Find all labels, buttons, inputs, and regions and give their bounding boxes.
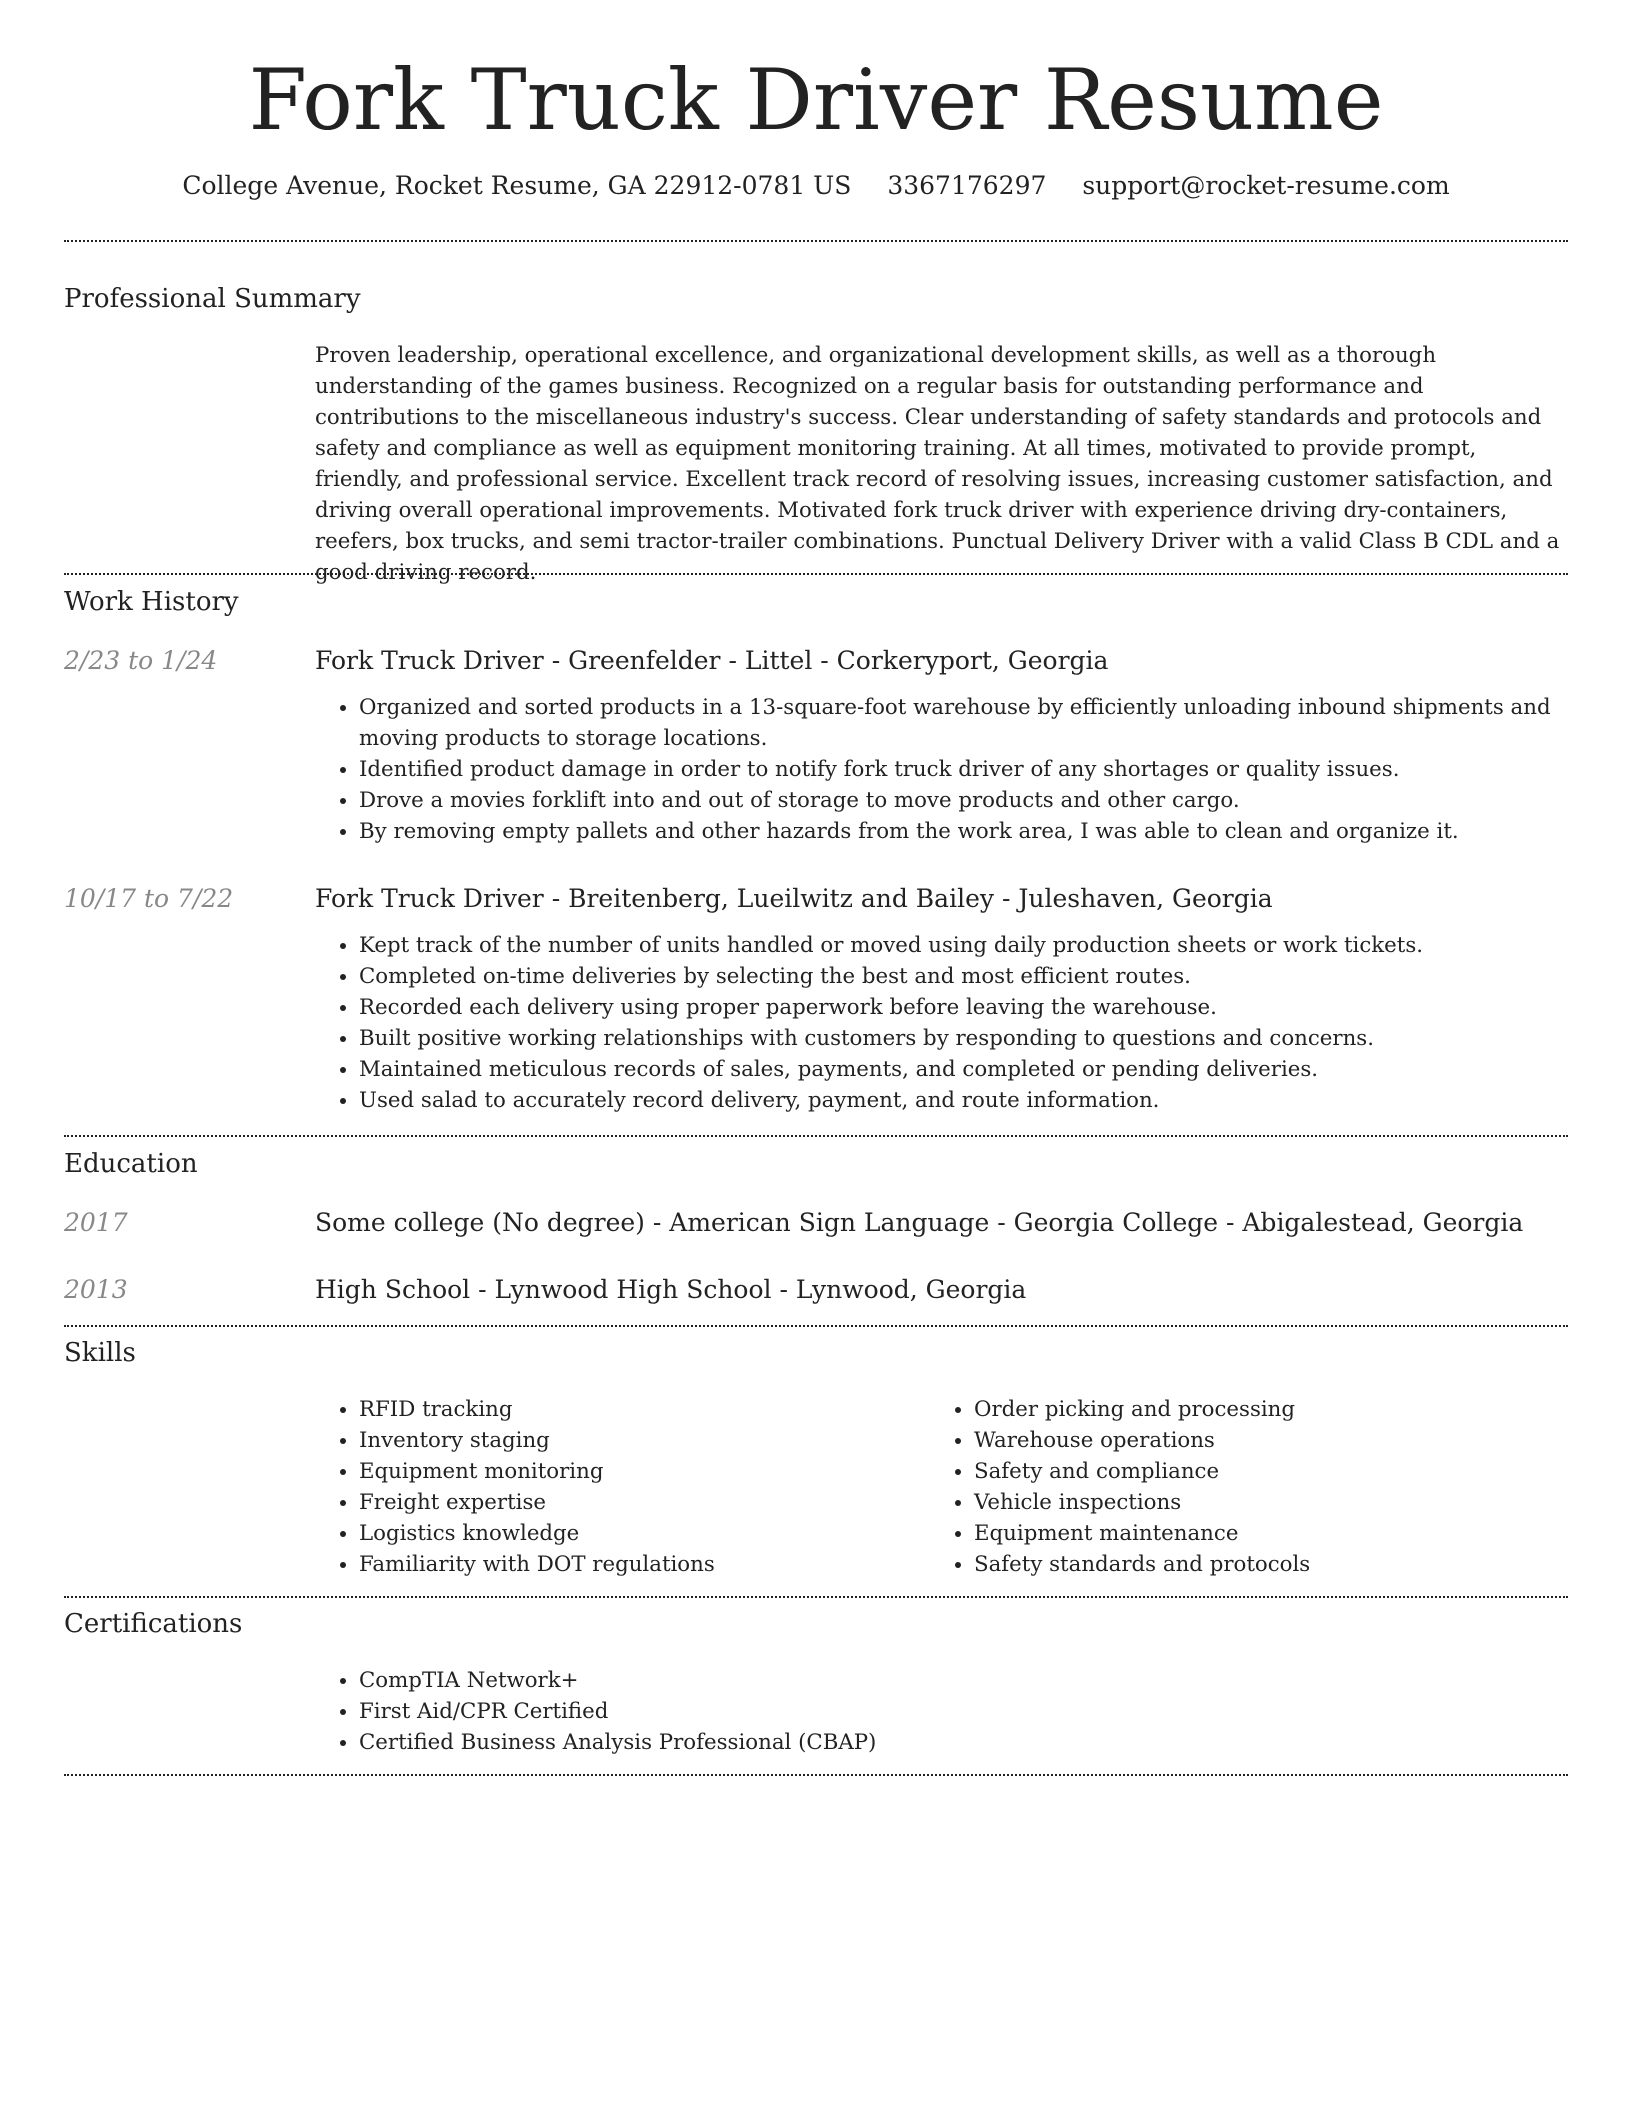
list-item: • Completed on-time deliveries by selecting the best and most efficient routes. bbox=[359, 961, 1619, 992]
job-dates: 10/17 to 7/22 bbox=[64, 884, 234, 913]
list-item: • Inventory staging bbox=[359, 1425, 919, 1456]
job-heading: Fork Truck Driver - Greenfelder - Littel - Corkeryport, Georgia bbox=[315, 646, 1109, 675]
list-item: • Built positive working relationships with customers by responding to questions and concerns. bbox=[359, 1023, 1619, 1054]
summary-text: Proven leadership, operational excellence, and organizational development skills, as well as a thorough understanding of the games business. Recognized on a regular basis for outstanding performance and contributions to the miscellaneous industry's success. Clear understanding of safety standards and protocols and safety and compliance as well as equipment monitoring training. At all times, motivated to provide prompt, friendly, and professional service. Excellent track record of resolving issues, increasing customer satisfaction, and driving overall operational improvements. Motivated fork truck driver with experience driving dry-containers, reefers, box trucks, and semi tractor-trailer combinations. Punctual Delivery Driver with a valid Class B CDL and a good driving record. bbox=[315, 343, 1560, 585]
education-heading-line: Some college (No degree) - American Sign Language - Georgia College - Abigalestead, Georgia bbox=[315, 1208, 1524, 1237]
list-item: • Organized and sorted products in a 13-square-foot warehouse by efficiently unloading inbound shipments and moving products to storage locations. bbox=[359, 692, 1619, 754]
list-item: • Used salad to accurately record delivery, payment, and route information. bbox=[359, 1085, 1619, 1116]
list-item: • Equipment maintenance bbox=[974, 1518, 1534, 1549]
list-item: • Vehicle inspections bbox=[974, 1487, 1534, 1518]
list-item: • Familiarity with DOT regulations bbox=[359, 1549, 919, 1580]
list-item: • Maintained meticulous records of sales, payments, and completed or pending deliveries. bbox=[359, 1054, 1619, 1085]
list-item: • Logistics knowledge bbox=[359, 1518, 919, 1549]
list-item: • RFID tracking bbox=[359, 1394, 919, 1425]
list-item: • Freight expertise bbox=[359, 1487, 919, 1518]
section-divider bbox=[64, 1325, 1568, 1327]
section-divider bbox=[64, 240, 1568, 242]
list-item: • Recorded each delivery using proper paperwork before leaving the warehouse. bbox=[359, 992, 1619, 1023]
list-item: • Kept track of the number of units handled or moved using daily production sheets or work tickets. bbox=[359, 930, 1619, 961]
education-heading: Education bbox=[64, 1149, 198, 1179]
section-divider bbox=[64, 1774, 1568, 1776]
certifications-heading: Certifications bbox=[64, 1609, 243, 1639]
education-year: 2013 bbox=[64, 1275, 128, 1304]
list-item: • Order picking and processing bbox=[974, 1394, 1534, 1425]
contact-email: support@rocket-resume.com bbox=[1082, 171, 1450, 200]
education-heading-line: High School - Lynwood High School - Lynwood, Georgia bbox=[315, 1275, 1027, 1304]
work-history-heading: Work History bbox=[64, 587, 239, 617]
resume-title: Fork Truck Driver Resume bbox=[248, 51, 1384, 149]
list-item: • Warehouse operations bbox=[974, 1425, 1534, 1456]
list-item: • Safety and compliance bbox=[974, 1456, 1534, 1487]
section-divider bbox=[64, 573, 1568, 575]
list-item: • Safety standards and protocols bbox=[974, 1549, 1534, 1580]
job-heading: Fork Truck Driver - Breitenberg, Lueilwitz and Bailey - Juleshaven, Georgia bbox=[315, 884, 1273, 913]
job-bullets bbox=[315, 930, 1619, 1116]
list-item: • Certified Business Analysis Professional (CBAP) bbox=[359, 1727, 1619, 1758]
contact-phone: 3367176297 bbox=[887, 171, 1047, 200]
summary-heading: Professional Summary bbox=[64, 284, 361, 314]
list-item: • Identified product damage in order to notify fork truck driver of any shortages or quality issues. bbox=[359, 754, 1619, 785]
list-item: • CompTIA Network+ bbox=[359, 1665, 1619, 1696]
skills-list-right bbox=[930, 1394, 1534, 1580]
section-divider bbox=[64, 1596, 1568, 1598]
education-year: 2017 bbox=[64, 1208, 128, 1237]
contact-address: College Avenue, Rocket Resume, GA 22912-0781 US bbox=[182, 171, 852, 200]
skills-heading: Skills bbox=[64, 1338, 136, 1368]
list-item: • Drove a movies forklift into and out of storage to move products and other cargo. bbox=[359, 785, 1619, 816]
list-item: • By removing empty pallets and other hazards from the work area, I was able to clean and organize it. bbox=[359, 816, 1619, 847]
job-bullets bbox=[315, 692, 1619, 847]
certifications-list bbox=[315, 1665, 1619, 1758]
contact-line bbox=[0, 168, 1632, 204]
job-dates: 2/23 to 1/24 bbox=[64, 646, 218, 675]
list-item: • First Aid/CPR Certified bbox=[359, 1696, 1619, 1727]
skills-list-left bbox=[315, 1394, 919, 1580]
section-divider bbox=[64, 1135, 1568, 1137]
list-item: • Equipment monitoring bbox=[359, 1456, 919, 1487]
